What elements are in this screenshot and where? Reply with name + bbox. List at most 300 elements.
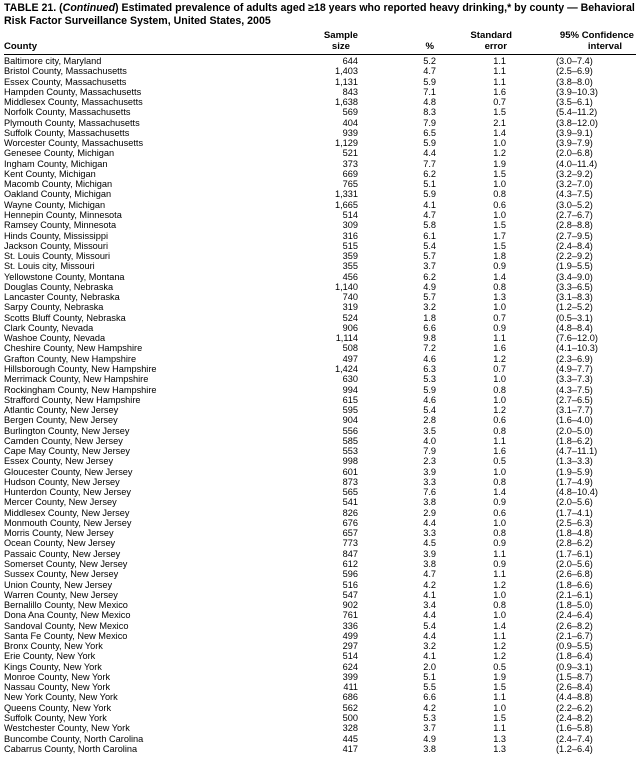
confidence-interval-cell: (3.3–6.5): [556, 281, 593, 292]
percent-cell: 3.7: [423, 723, 436, 734]
header-se-line2: error: [484, 41, 507, 52]
standard-error-cell: 1.0: [493, 517, 506, 528]
percent-cell: 4.1: [423, 199, 436, 210]
confidence-interval-cell: (1.3–3.3): [556, 456, 593, 467]
table-row: [4, 692, 636, 702]
confidence-interval-cell: (2.0–5.6): [556, 497, 593, 508]
standard-error-cell: 1.1: [493, 569, 506, 580]
percent-cell: 3.9: [423, 466, 436, 477]
table-title: [4, 2, 636, 28]
standard-error-cell: 1.1: [493, 630, 506, 641]
percent-cell: 3.8: [423, 743, 436, 754]
confidence-interval-cell: (4.8–8.4): [556, 322, 593, 333]
county-cell: Hudson County, New Jersey: [4, 476, 120, 487]
standard-error-cell: 1.3: [493, 743, 506, 754]
county-cell: Essex County, Massachusetts: [4, 76, 127, 87]
table-row: [4, 159, 636, 169]
sample-size-cell: 556: [342, 425, 358, 436]
county-cell: Bronx County, New York: [4, 641, 103, 652]
county-cell: Worcester County, Massachusetts: [4, 138, 144, 149]
confidence-interval-cell: (2.1–6.7): [556, 630, 593, 641]
table-row: [4, 323, 636, 333]
county-cell: Queens County, New York: [4, 702, 112, 713]
confidence-interval-cell: (3.0–5.2): [556, 199, 593, 210]
standard-error-cell: 0.8: [493, 384, 506, 395]
standard-error-cell: 1.6: [493, 446, 506, 457]
county-cell: Somerset County, New Jersey: [4, 559, 128, 570]
standard-error-cell: 1.0: [493, 209, 506, 220]
confidence-interval-cell: (1.9–5.9): [556, 466, 593, 477]
confidence-interval-cell: (5.4–11.2): [556, 107, 598, 118]
sample-size-cell: 500: [342, 713, 358, 723]
table-body: [4, 56, 636, 754]
sample-size-cell: 630: [342, 374, 358, 385]
sample-size-cell: 765: [342, 179, 358, 190]
confidence-interval-cell: (1.6–4.0): [556, 415, 593, 426]
sample-size-cell: 1,114: [335, 333, 358, 344]
county-cell: Sarpy County, Nebraska: [4, 302, 104, 313]
sample-size-cell: 514: [342, 209, 358, 220]
percent-cell: 7.6: [423, 487, 436, 498]
sample-size-cell: 515: [342, 240, 358, 251]
county-cell: Monmouth County, New Jersey: [4, 517, 132, 528]
standard-error-cell: 0.9: [493, 261, 506, 272]
table-row: [4, 734, 636, 744]
standard-error-cell: 1.5: [493, 240, 506, 251]
standard-error-cell: 1.0: [493, 589, 506, 600]
table-row: [4, 569, 636, 579]
table-row: [4, 148, 636, 158]
percent-cell: 5.3: [423, 713, 436, 723]
table-row: [4, 682, 636, 692]
percent-cell: 3.9: [423, 548, 436, 559]
table-row: [4, 631, 636, 641]
table-row: [4, 97, 636, 107]
header-ci-line2: interval: [587, 41, 622, 52]
sample-size-cell: 596: [342, 569, 358, 580]
table-row: [4, 538, 636, 548]
sample-size-cell: 565: [342, 487, 358, 498]
standard-error-cell: 1.7: [493, 230, 506, 241]
sample-size-cell: 773: [342, 538, 358, 549]
county-cell: Dona Ana County, New Mexico: [4, 610, 131, 621]
percent-cell: 5.4: [423, 240, 436, 251]
standard-error-cell: 1.1: [493, 76, 506, 87]
county-cell: Nassau County, New York: [4, 682, 111, 693]
table-row: [4, 374, 636, 384]
sample-size-cell: 585: [342, 435, 358, 446]
percent-cell: 6.2: [423, 168, 436, 179]
confidence-interval-cell: (0.5–3.1): [556, 312, 593, 323]
percent-cell: 9.8: [423, 333, 436, 344]
sample-size-cell: 601: [342, 466, 358, 477]
table-row: [4, 179, 636, 189]
county-cell: Oakland County, Michigan: [4, 189, 112, 200]
standard-error-cell: 0.8: [493, 281, 506, 292]
sample-size-cell: 676: [342, 517, 358, 528]
standard-error-cell: 1.6: [493, 343, 506, 354]
confidence-interval-cell: (3.9–9.1): [556, 127, 593, 138]
table-row: [4, 426, 636, 436]
county-cell: Yellowstone County, Montana: [4, 271, 125, 282]
county-cell: Lancaster County, Nebraska: [4, 292, 120, 303]
confidence-interval-cell: (2.0–5.0): [556, 425, 593, 436]
percent-cell: 5.4: [423, 620, 436, 631]
standard-error-cell: 0.8: [493, 600, 506, 611]
percent-cell: 5.2: [423, 56, 436, 66]
confidence-interval-cell: (2.6–6.8): [556, 569, 593, 580]
sample-size-cell: 843: [342, 86, 358, 97]
sample-size-cell: 906: [342, 322, 358, 333]
table-row: [4, 600, 636, 610]
percent-cell: 5.1: [423, 671, 436, 682]
table-row: [4, 241, 636, 251]
standard-error-cell: 1.5: [493, 220, 506, 231]
percent-cell: 4.4: [423, 148, 436, 159]
county-cell: Westchester County, New York: [4, 723, 130, 734]
county-cell: Warren County, New Jersey: [4, 589, 118, 600]
sample-size-cell: 1,331: [335, 189, 358, 200]
sample-size-cell: 309: [342, 220, 358, 231]
sample-size-cell: 417: [342, 743, 358, 754]
table-header: [4, 29, 636, 53]
percent-cell: 1.8: [423, 312, 436, 323]
confidence-interval-cell: (1.8–4.8): [556, 528, 593, 539]
percent-cell: 5.4: [423, 405, 436, 416]
percent-cell: 7.9: [423, 117, 436, 128]
sample-size-cell: 547: [342, 589, 358, 600]
county-cell: Hillsborough County, New Hampshire: [4, 363, 157, 374]
county-cell: Morris County, New Jersey: [4, 528, 114, 539]
county-cell: Cabarrus County, North Carolina: [4, 743, 138, 754]
header-se-line1: Standard: [470, 30, 512, 41]
standard-error-cell: 1.0: [493, 179, 506, 190]
county-cell: Camden County, New Jersey: [4, 435, 123, 446]
county-cell: Middlesex County, New Jersey: [4, 507, 130, 518]
standard-error-cell: 0.8: [493, 476, 506, 487]
table-row: [4, 118, 636, 128]
percent-cell: 5.9: [423, 384, 436, 395]
table-row: [4, 313, 636, 323]
title-rest: ) Estimated prevalence of adults aged ≥18 years who reported heavy drinking,* by county — Behavioral Risk Factor Surveillance System, United States, 2005: [4, 2, 635, 27]
confidence-interval-cell: (2.2–9.2): [556, 251, 593, 262]
table-row: [4, 138, 636, 148]
county-cell: Sussex County, New Jersey: [4, 569, 119, 580]
sample-size-cell: 541: [342, 497, 358, 508]
percent-cell: 4.9: [423, 281, 436, 292]
sample-size-cell: 1,129: [335, 138, 358, 149]
table-row: [4, 128, 636, 138]
sample-size-cell: 624: [342, 661, 358, 672]
percent-cell: 4.7: [423, 569, 436, 580]
confidence-interval-cell: (4.3–7.5): [556, 189, 593, 200]
county-cell: Bernalillo County, New Mexico: [4, 600, 128, 611]
percent-cell: 3.8: [423, 559, 436, 570]
table-row: [4, 436, 636, 446]
table-row: [4, 744, 636, 754]
confidence-interval-cell: (1.6–5.8): [556, 723, 593, 734]
confidence-interval-cell: (2.0–6.8): [556, 148, 593, 159]
county-cell: New York County, New York: [4, 692, 118, 703]
standard-error-cell: 0.9: [493, 322, 506, 333]
standard-error-cell: 1.0: [493, 466, 506, 477]
sample-size-cell: 904: [342, 415, 358, 426]
table-row: [4, 169, 636, 179]
standard-error-cell: 0.7: [493, 312, 506, 323]
confidence-interval-cell: (3.8–12.0): [556, 117, 598, 128]
confidence-interval-cell: (4.9–7.7): [556, 363, 593, 374]
percent-cell: 6.6: [423, 692, 436, 703]
confidence-interval-cell: (3.3–7.3): [556, 374, 593, 385]
sample-size-cell: 562: [342, 702, 358, 713]
percent-cell: 5.9: [423, 138, 436, 149]
standard-error-cell: 1.1: [493, 56, 506, 66]
header-rule: [4, 54, 636, 55]
percent-cell: 7.9: [423, 446, 436, 457]
header-ci-line1: 95% Confidence: [559, 30, 634, 41]
confidence-interval-cell: (0.9–3.1): [556, 661, 593, 672]
percent-cell: 5.8: [423, 220, 436, 231]
standard-error-cell: 1.2: [493, 641, 506, 652]
percent-cell: 4.4: [423, 630, 436, 641]
table-row: [4, 302, 636, 312]
standard-error-cell: 1.0: [493, 610, 506, 621]
county-cell: Suffolk County, New York: [4, 713, 107, 723]
standard-error-cell: 1.0: [493, 702, 506, 713]
county-cell: Passaic County, New Jersey: [4, 548, 121, 559]
county-cell: Mercer County, New Jersey: [4, 497, 117, 508]
percent-cell: 4.4: [423, 517, 436, 528]
sample-size-cell: 359: [342, 251, 358, 262]
sample-size-cell: 998: [342, 456, 358, 467]
county-cell: Grafton County, New Hampshire: [4, 353, 137, 364]
sample-size-cell: 1,403: [335, 66, 358, 77]
standard-error-cell: 0.7: [493, 97, 506, 108]
county-cell: Baltimore city, Maryland: [4, 56, 102, 66]
percent-cell: 6.1: [423, 230, 436, 241]
county-cell: Ingham County, Michigan: [4, 158, 108, 169]
table-row: [4, 610, 636, 620]
percent-cell: 6.6: [423, 322, 436, 333]
standard-error-cell: 0.9: [493, 559, 506, 570]
sample-size-cell: 316: [342, 230, 358, 241]
percent-cell: 3.4: [423, 600, 436, 611]
standard-error-cell: 1.0: [493, 138, 506, 149]
confidence-interval-cell: (1.2–6.4): [556, 743, 593, 754]
county-cell: Cheshire County, New Hampshire: [4, 343, 143, 354]
table-row: [4, 415, 636, 425]
standard-error-cell: 1.2: [493, 405, 506, 416]
county-cell: Cape May County, New Jersey: [4, 446, 130, 457]
percent-cell: 3.2: [423, 302, 436, 313]
table-row: [4, 292, 636, 302]
confidence-interval-cell: (2.7–9.5): [556, 230, 593, 241]
standard-error-cell: 0.6: [493, 507, 506, 518]
table-row: [4, 107, 636, 117]
sample-size-cell: 569: [342, 107, 358, 118]
county-cell: Macomb County, Michigan: [4, 179, 113, 190]
sample-size-cell: 1,424: [335, 363, 358, 374]
table-row: [4, 210, 636, 220]
standard-error-cell: 0.9: [493, 497, 506, 508]
county-cell: Monroe County, New York: [4, 671, 111, 682]
table-row: [4, 385, 636, 395]
standard-error-cell: 0.9: [493, 538, 506, 549]
confidence-interval-cell: (2.7–6.5): [556, 394, 593, 405]
standard-error-cell: 1.1: [493, 692, 506, 703]
percent-cell: 4.1: [423, 651, 436, 662]
confidence-interval-cell: (1.5–8.7): [556, 671, 593, 682]
county-cell: Union County, New Jersey: [4, 579, 113, 590]
standard-error-cell: 1.3: [493, 292, 506, 303]
confidence-interval-cell: (3.9–7.9): [556, 138, 593, 149]
confidence-interval-cell: (3.9–10.3): [556, 86, 598, 97]
county-cell: Genesee County, Michigan: [4, 148, 115, 159]
standard-error-cell: 1.0: [493, 302, 506, 313]
county-cell: Santa Fe County, New Mexico: [4, 630, 128, 641]
percent-cell: 5.7: [423, 251, 436, 262]
sample-size-cell: 994: [342, 384, 358, 395]
table-row: [4, 200, 636, 210]
sample-size-cell: 336: [342, 620, 358, 631]
table-row: [4, 87, 636, 97]
confidence-interval-cell: (4.4–8.8): [556, 692, 593, 703]
confidence-interval-cell: (2.3–6.9): [556, 353, 593, 364]
confidence-interval-cell: (2.5–6.3): [556, 517, 593, 528]
confidence-interval-cell: (4.3–7.5): [556, 384, 593, 395]
sample-size-cell: 939: [342, 127, 358, 138]
sample-size-cell: 553: [342, 446, 358, 457]
confidence-interval-cell: (3.2–9.2): [556, 168, 593, 179]
standard-error-cell: 1.1: [493, 548, 506, 559]
county-cell: Hennepin County, Minnesota: [4, 209, 122, 220]
table-row: [4, 559, 636, 569]
county-cell: Washoe County, Nevada: [4, 333, 106, 344]
confidence-interval-cell: (2.1–6.1): [556, 589, 593, 600]
confidence-interval-cell: (4.1–10.3): [556, 343, 598, 354]
confidence-interval-cell: (2.4–8.4): [556, 240, 593, 251]
standard-error-cell: 2.1: [493, 117, 506, 128]
percent-cell: 2.9: [423, 507, 436, 518]
sample-size-cell: 847: [342, 548, 358, 559]
percent-cell: 4.2: [423, 579, 436, 590]
standard-error-cell: 1.4: [493, 620, 506, 631]
percent-cell: 8.3: [423, 107, 436, 118]
county-cell: Kent County, Michigan: [4, 168, 96, 179]
standard-error-cell: 1.9: [493, 671, 506, 682]
county-cell: St. Louis city, Missouri: [4, 261, 95, 272]
percent-cell: 2.0: [423, 661, 436, 672]
county-cell: Bergen County, New Jersey: [4, 415, 118, 426]
table-row: [4, 189, 636, 199]
standard-error-cell: 1.9: [493, 158, 506, 169]
county-cell: Clark County, Nevada: [4, 322, 94, 333]
table-row: [4, 549, 636, 559]
sample-size-cell: 657: [342, 528, 358, 539]
sample-size-cell: 355: [342, 261, 358, 272]
table-row: [4, 231, 636, 241]
confidence-interval-cell: (3.0–7.4): [556, 56, 593, 66]
confidence-interval-cell: (1.8–6.2): [556, 435, 593, 446]
county-cell: Hampden County, Massachusetts: [4, 86, 142, 97]
table-row: [4, 518, 636, 528]
sample-size-cell: 595: [342, 405, 358, 416]
confidence-interval-cell: (7.6–12.0): [556, 333, 598, 344]
county-cell: Suffolk County, Massachusetts: [4, 127, 130, 138]
standard-error-cell: 1.4: [493, 127, 506, 138]
table-row: [4, 590, 636, 600]
title-prefix: TABLE 21. (: [4, 2, 63, 14]
standard-error-cell: 0.8: [493, 425, 506, 436]
standard-error-cell: 0.6: [493, 415, 506, 426]
sample-size-cell: 873: [342, 476, 358, 487]
county-cell: Bristol County, Massachusetts: [4, 66, 127, 77]
confidence-interval-cell: (1.7–4.1): [556, 507, 593, 518]
standard-error-cell: 0.5: [493, 661, 506, 672]
standard-error-cell: 1.8: [493, 251, 506, 262]
confidence-interval-cell: (3.5–6.1): [556, 97, 593, 108]
table-row: [4, 651, 636, 661]
county-cell: Hunterdon County, New Jersey: [4, 487, 131, 498]
sample-size-cell: 445: [342, 733, 358, 744]
percent-cell: 4.4: [423, 610, 436, 621]
percent-cell: 3.3: [423, 528, 436, 539]
sample-size-cell: 1,131: [335, 76, 358, 87]
percent-cell: 4.8: [423, 97, 436, 108]
table-row: [4, 641, 636, 651]
confidence-interval-cell: (3.4–9.0): [556, 271, 593, 282]
confidence-interval-cell: (1.7–4.9): [556, 476, 593, 487]
confidence-interval-cell: (4.7–11.1): [556, 446, 598, 457]
standard-error-cell: 1.4: [493, 271, 506, 282]
table-row: [4, 251, 636, 261]
percent-cell: 6.3: [423, 363, 436, 374]
percent-cell: 5.7: [423, 292, 436, 303]
table-row: [4, 343, 636, 353]
table-row: [4, 405, 636, 415]
table-row: [4, 354, 636, 364]
standard-error-cell: 0.8: [493, 528, 506, 539]
confidence-interval-cell: (1.8–5.0): [556, 600, 593, 611]
sample-size-cell: 373: [342, 158, 358, 169]
percent-cell: 7.1: [423, 86, 436, 97]
county-cell: Wayne County, Michigan: [4, 199, 106, 210]
table-row: [4, 723, 636, 733]
confidence-interval-cell: (2.8–6.2): [556, 538, 593, 549]
sample-size-cell: 524: [342, 312, 358, 323]
county-cell: Atlantic County, New Jersey: [4, 405, 119, 416]
table-row: [4, 282, 636, 292]
standard-error-cell: 1.4: [493, 487, 506, 498]
sample-size-cell: 319: [342, 302, 358, 313]
header-percent: %: [425, 41, 434, 52]
percent-cell: 2.3: [423, 456, 436, 467]
confidence-interval-cell: (2.4–6.4): [556, 610, 593, 621]
county-cell: Strafford County, New Hampshire: [4, 394, 141, 405]
header-sample-line1: Sample: [323, 30, 358, 41]
county-cell: Burlington County, New Jersey: [4, 425, 130, 436]
confidence-interval-cell: (2.2–6.2): [556, 702, 593, 713]
standard-error-cell: 0.7: [493, 363, 506, 374]
table-row: [4, 528, 636, 538]
table-row: [4, 56, 636, 66]
standard-error-cell: 1.5: [493, 713, 506, 723]
standard-error-cell: 0.8: [493, 189, 506, 200]
confidence-interval-cell: (1.8–6.6): [556, 579, 593, 590]
county-cell: Norfolk County, Massachusetts: [4, 107, 131, 118]
percent-cell: 4.7: [423, 209, 436, 220]
percent-cell: 4.9: [423, 733, 436, 744]
